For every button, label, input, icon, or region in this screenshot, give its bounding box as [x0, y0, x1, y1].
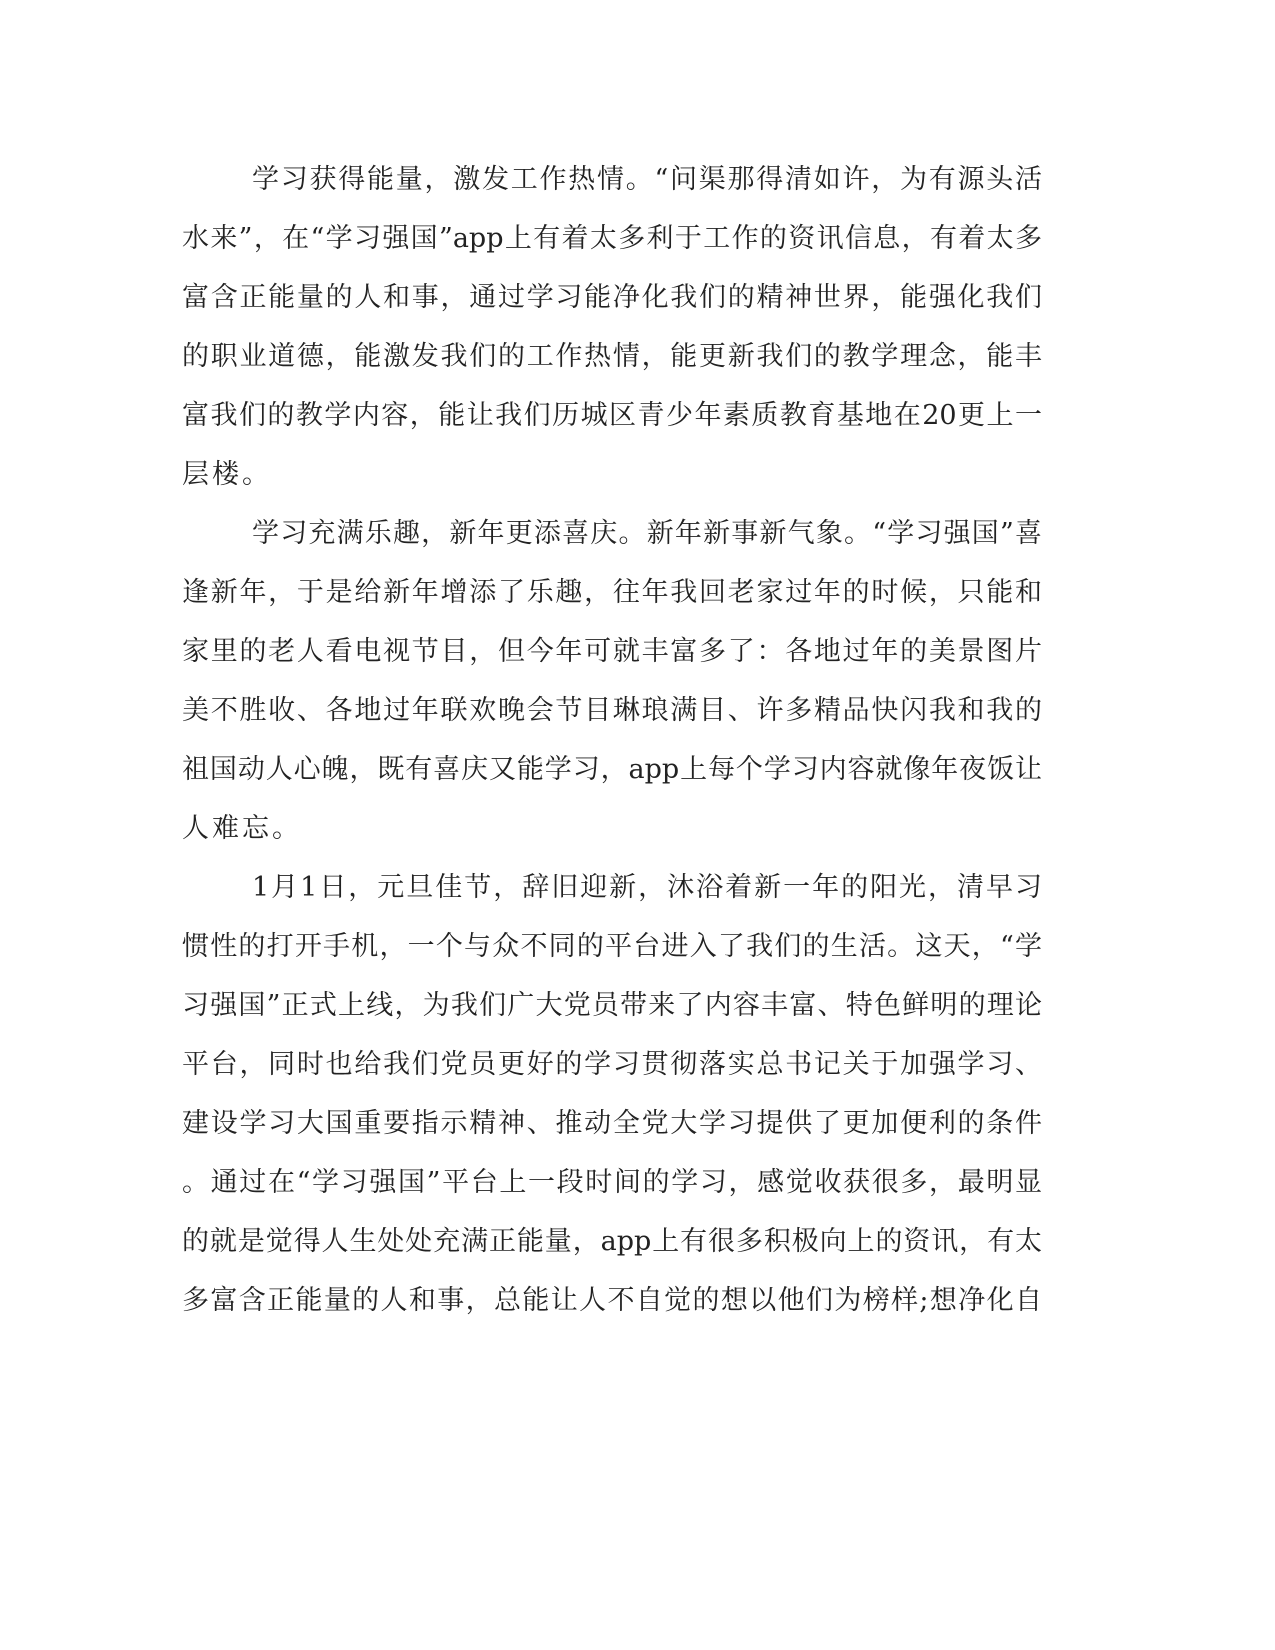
paragraph-3-line-1: 1月1日，元旦佳节，辞旧迎新，沐浴着新一年的阳光，清早习: [252, 872, 1042, 903]
paragraph-3-line-6: 。通过在“学习强国”平台上一段时间的学习，感觉收获很多，最明显: [182, 1167, 1042, 1198]
paragraph-2-line-1: 学习充满乐趣，新年更添喜庆。新年新事新气象。“学习强国”喜: [252, 518, 1042, 549]
paragraph-1-line-6: 层楼。: [182, 459, 272, 490]
paragraph-3-line-8: 多富含正能量的人和事，总能让人不自觉的想以他们为榜样;想净化自: [182, 1285, 1042, 1316]
paragraph-2-line-4: 美不胜收、各地过年联欢晚会节目琳琅满目、许多精品快闪我和我的: [182, 695, 1042, 726]
paragraph-1-line-4: 的职业道德，能激发我们的工作热情，能更新我们的教学理念，能丰: [182, 341, 1042, 372]
paragraph-3-line-4: 平台，同时也给我们党员更好的学习贯彻落实总书记关于加强学习、: [182, 1049, 1042, 1080]
paragraph-1-line-2: 水来”，在“学习强国”app上有着太多利于工作的资讯信息，有着太多: [182, 223, 1042, 254]
paragraph-1-line-5: 富我们的教学内容，能让我们历城区青少年素质教育基地在20更上一: [182, 400, 1042, 431]
paragraph-2-line-5: 祖国动人心魄，既有喜庆又能学习，app上每个学习内容就像年夜饭让: [182, 754, 1042, 785]
paragraph-3-line-3: 习强国”正式上线，为我们广大党员带来了内容丰富、特色鲜明的理论: [182, 990, 1042, 1021]
paragraph-2-line-2: 逢新年，于是给新年增添了乐趣，往年我回老家过年的时候，只能和: [182, 577, 1042, 608]
paragraph-3-line-2: 惯性的打开手机，一个与众不同的平台进入了我们的生活。这天，“学: [182, 931, 1042, 962]
paragraph-3-line-7: 的就是觉得人生处处充满正能量，app上有很多积极向上的资讯，有太: [182, 1226, 1042, 1257]
paragraph-2-line-3: 家里的老人看电视节目，但今年可就丰富多了：各地过年的美景图片: [182, 636, 1042, 667]
paragraph-1-line-1: 学习获得能量，激发工作热情。“问渠那得清如许，为有源头活: [252, 164, 1042, 195]
paragraph-1-line-3: 富含正能量的人和事，通过学习能净化我们的精神世界，能强化我们: [182, 282, 1042, 313]
paragraph-2-line-6: 人难忘。: [182, 813, 302, 844]
paragraph-3-line-5: 建设学习大国重要指示精神、推动全党大学习提供了更加便利的条件: [182, 1108, 1042, 1139]
